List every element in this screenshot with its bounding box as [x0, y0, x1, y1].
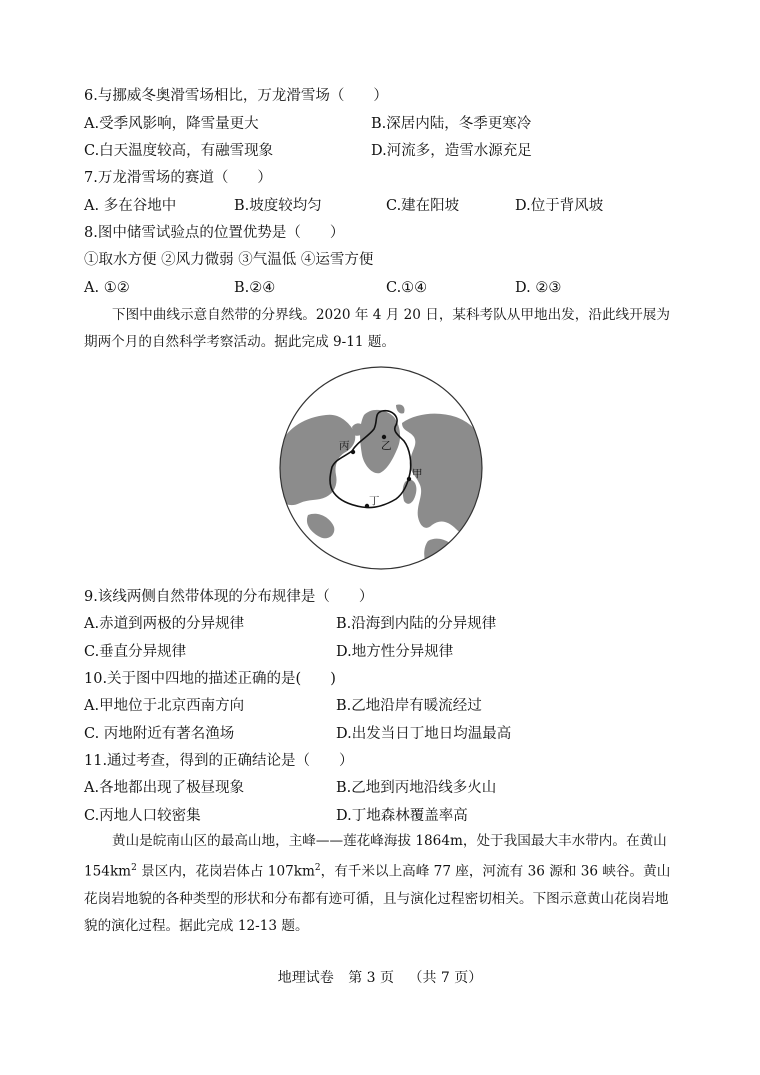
label-ding: 丁 — [369, 495, 380, 507]
q11-option-d: D.丁地森林覆盖率高 — [336, 808, 468, 824]
passage-sup1: 2 — [131, 863, 137, 873]
q10-option-d: D.出发当日丁地日均温最高 — [336, 726, 512, 742]
q7-option-c: C.建在阳坡 — [386, 198, 460, 214]
passage-part3: ，有千米以上高峰 77 座，河流有 36 源和 36 峡谷。黄山花岗岩地貌的各种类型的形状和分布都有迹可循，且与演化过程密切相关。下图示意黄山花岗岩地貌的演化过程。据此完成 12-13 题。 — [84, 863, 671, 934]
label-bing: 丙 — [339, 440, 350, 452]
q9-option-c: C.垂直分异规律 — [84, 644, 187, 660]
polar-map-svg — [278, 365, 484, 571]
q11-option-b: B.乙地到丙地沿线多火山 — [336, 780, 497, 796]
polar-map — [278, 365, 484, 571]
q10-option-a: A.甲地位于北京西南方向 — [84, 698, 245, 714]
intro-9-11: 下图中曲线示意自然带的分界线。2020 年 4 月 20 日，某科考队从甲地出发，沿此线开展为期两个月的自然科学考察活动。据此完成 9-11 题。 — [84, 307, 670, 350]
passage-sup2: 2 — [314, 863, 321, 873]
passage-part1: 黄山是皖南山区的最高山地，主峰——莲花峰海拔 1864m，处于我国最大丰水带内。在黄山 154km — [84, 833, 667, 880]
q10-stem: 10.关于图中四地的描述正确的是( ) — [84, 671, 336, 687]
q8-option-b: B.②④ — [234, 280, 276, 296]
point-jia-marker — [407, 477, 411, 481]
q11-option-c: C.丙地人口较密集 — [84, 808, 201, 824]
land-africa — [424, 539, 458, 571]
footer-page: 第 3 页 — [348, 970, 394, 986]
q8-option-a: A. ①② — [84, 280, 130, 296]
q7-option-b: B.坡度较均匀 — [234, 198, 322, 214]
label-jia: 甲 — [412, 468, 423, 480]
q9-option-a: A.赤道到两极的分异规律 — [84, 616, 245, 632]
q7-option-d: D.位于背风坡 — [515, 198, 604, 214]
passage-part2: 景区内，花岗岩体占 107km — [136, 863, 315, 880]
point-bing-marker — [351, 450, 355, 454]
q9-option-b: B.沿海到内陆的分异规律 — [336, 616, 497, 632]
q8-items: ①取水方便 ②风力微弱 ③气温低 ④运雪方便 — [84, 252, 374, 268]
q9-option-d: D.地方性分异规律 — [336, 644, 454, 660]
q8-option-d: D. ②③ — [515, 280, 562, 296]
q7-stem: 7.万龙滑雪场的赛道（ ） — [84, 170, 272, 186]
q7-option-a: A. 多在谷地中 — [84, 198, 177, 214]
point-yi-marker — [382, 435, 386, 439]
q8-stem: 8.图中储雪试验点的位置优势是（ ） — [84, 225, 345, 241]
q10-option-b: B.乙地沿岸有暖流经过 — [336, 698, 482, 714]
q11-option-a: A.各地都出现了极昼现象 — [84, 780, 245, 796]
q11-stem: 11.通过考查，得到的正确结论是（ ） — [84, 753, 354, 769]
q8-option-c: C.①④ — [386, 280, 428, 296]
q6-option-d: D.河流多，造雪水源充足 — [371, 143, 532, 159]
q6-option-a: A.受季风影响，降雪量更大 — [84, 116, 259, 132]
passage-12-13 — [84, 828, 676, 940]
q10-option-c: C. 丙地附近有著名渔场 — [84, 726, 235, 742]
q6-option-c: C.白天温度较高，有融雪现象 — [84, 143, 274, 159]
footer-subject: 地理试卷 — [277, 970, 334, 986]
footer-total: （共 7 页） — [408, 970, 483, 986]
q6-stem: 6.与挪威冬奥滑雪场相比，万龙滑雪场（ ） — [84, 88, 388, 104]
q9-stem: 9.该线两侧自然带体现的分布规律是（ ） — [84, 589, 374, 605]
label-yi: 乙 — [381, 440, 392, 452]
q6-option-b: B.深居内陆，冬季更寒冷 — [371, 116, 532, 132]
page-footer — [0, 967, 760, 987]
